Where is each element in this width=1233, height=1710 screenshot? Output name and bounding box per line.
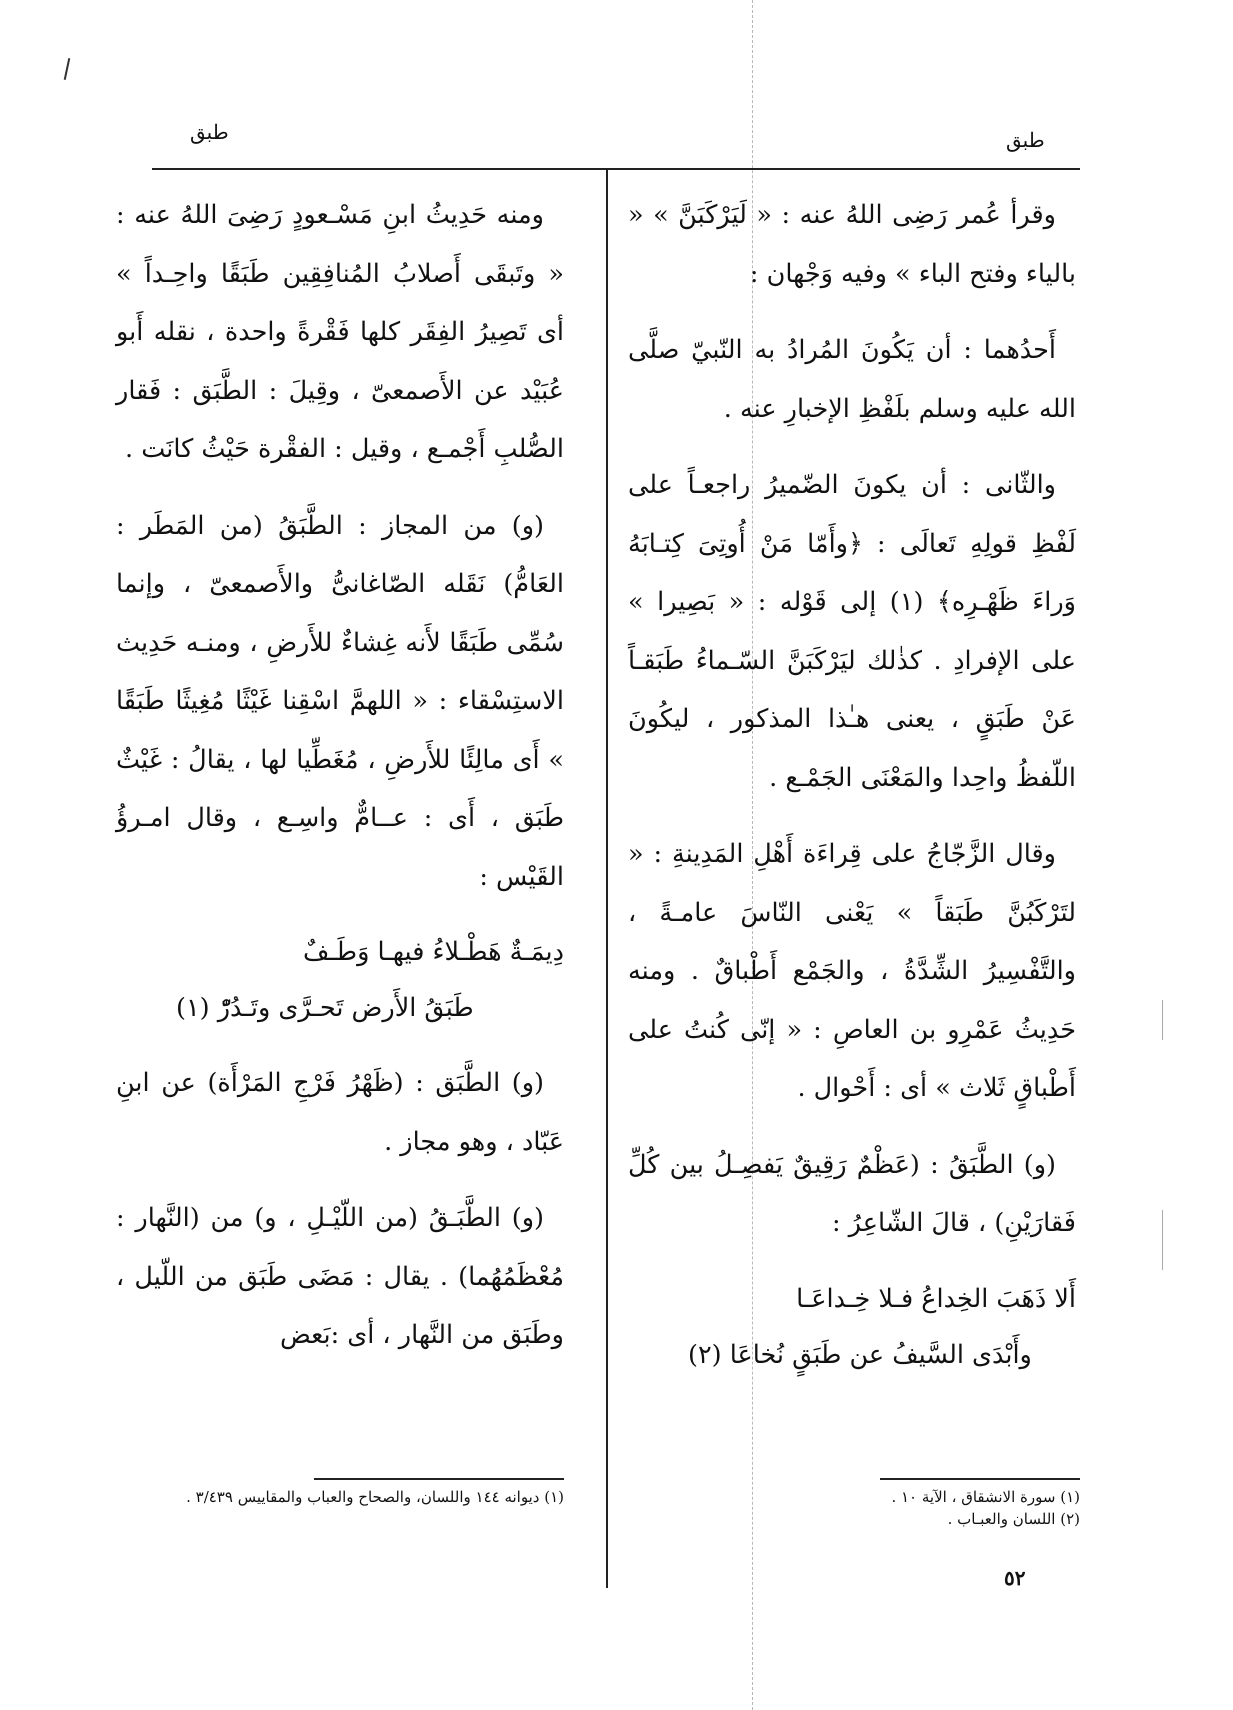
right-column bbox=[628, 186, 1076, 1401]
running-header-left: طبق bbox=[190, 120, 229, 144]
stray-pen-mark bbox=[64, 58, 71, 80]
footnote-rule-right bbox=[880, 1478, 1080, 1480]
footnotes-left bbox=[116, 1486, 564, 1508]
paragraph: وقال الزَّجّاجُ على قِراءَة أَهْلِ المَدِينةِ : « لتَرْكَبُنَّ طَبَقاً » يَعْنى النّاسَ عامـةً ، والتَّفْسِيرُ الشِّدَّةُ ، والجَمْع أَطْباقٌ . ومنه حَدِيثُ عَمْرِو بن العاصِ : « إنّى كُنتُ على أَطْباقٍ ثَلاث » أى : أَحْوال . bbox=[628, 839, 1076, 1103]
footnote: (٢) اللسان والعبـاب . bbox=[947, 1510, 1080, 1528]
scan-edge-mark bbox=[1162, 1000, 1163, 1040]
paragraph: (و) الطَّبَقُ : (عَظْمٌ رَقِيقٌ يَفصِـلُ بين كُلِّ فَقارَيْنِ) ، قالَ الشّاعِرُ : bbox=[628, 1149, 1076, 1238]
verse-hemistich-2: طَبَقُ الأَرض تَحـرَّى وتَـدُرّْ (١) bbox=[176, 993, 474, 1023]
paragraph: وقرأ عُمر رَضِى اللهُ عنه : « لَيَرْكَبَنَّ » « بالياء وفتح الباء » وفيه وَجْهان : bbox=[628, 200, 1076, 289]
paragraph: والثّانى : أن يكونَ الضّميرُ راجعـاً على لَفْظِ قولِهِ تَعالَى : ﴿وأَمّا مَنْ أُوتِىَ كِتـابَهُ وَراءَ ظَهْـرِه﴾ (١) إلى قَوْله : « بَصِيرا » على الإفرادِ . كذٰلك ليَرْكَبَنَّ السّـماءُ طَبَقـاً عَنْ طَبَقٍ ، يعنى هـٰذا المذكور ، ليكُونَ اللّفظُ واحِدا والمَعْنَى الجَمْـع . bbox=[628, 470, 1076, 793]
header-rule bbox=[152, 168, 1080, 170]
paragraph: ومنه حَدِيثُ ابنِ مَسْـعودٍ رَضِىَ اللهُ عنه : « وتَبقَى أَصلابُ المُنافِقِين طَبَقًا واحِـداً » أى تَصِيرُ الفِقَر كلها فَقْرةً واحدة ، نقله أَبو عُبَيْد عن الأَصمعىّ ، وقِيلَ : الطَّبَق : فَقار الصُّلبِ أَجْمـع ، وقيل : الفقْرة حَيْثُ كانَت . bbox=[116, 200, 564, 464]
verse-hemistich-1: دِيمَـةٌ هَطْـلاءُ فيهـا وَطَـفٌ bbox=[302, 937, 564, 967]
paragraph: (و) الطَّبَق : (ظَهْرُ فَرْجِ المَرْأَة) عن ابنِ عَبّاد ، وهو مجاز . bbox=[116, 1068, 564, 1157]
paragraph: (و) من المجاز : الطَّبَقُ (من المَطَر : العَامُّ) نَقَله الصّاغانىُّ والأَصمعىّ ، وإنما سُمِّى طَبَقًا لأَنه غِشاءٌ للأَرضِ ، ومنـه حَدِيث الاستِسْقاء : « اللهمَّ اسْقِنا غَيْثًا مُغِيثًا طَبَقًا » أَى مالِئًا للأَرضِ ، مُغَطِّيا لها ، يقالُ : غَيْثٌ طَبَق ، أَى : عــامٌّ واسِـع ، وقال امـرؤُ القَيْس : bbox=[116, 510, 564, 892]
paragraph: أَحدُهما : أن يَكُونَ المُرادُ به النّبيّ صلَّى الله عليه وسلم بلَفْظِ الإخبارِ عنه . bbox=[628, 335, 1076, 424]
footnote-rule-left bbox=[314, 1478, 564, 1480]
verse-hemistich-1: أَلا ذَهَبَ الخِداعُ فـلا خِـداعَـا bbox=[796, 1283, 1076, 1314]
footnote: (١) ديوانه ١٤٤ واللسان، والصحاح والعباب والمقاييس ٣/٤٣٩ . bbox=[186, 1488, 564, 1506]
left-column bbox=[116, 186, 564, 1383]
poetry-verse bbox=[116, 924, 564, 1036]
column-divider bbox=[606, 170, 608, 1588]
footnotes-right bbox=[880, 1486, 1080, 1530]
footnote: (١) سورة الانشقاق ، الآية ١٠ . bbox=[891, 1488, 1080, 1506]
poetry-verse bbox=[628, 1271, 1076, 1383]
scan-edge-mark bbox=[1162, 1210, 1163, 1270]
page-number: ٥٢ bbox=[1004, 1566, 1026, 1590]
running-header-right: طبق bbox=[1006, 128, 1045, 152]
verse-hemistich-2: وأَبْدَى السَّيفُ عن طَبَقٍ نُخاعَا (٢) bbox=[688, 1339, 1032, 1370]
paragraph: (و) الطَّبَـقُ (من اللّيْـلِ ، و) من (النَّهار : مُعْظَمُهُما) . يقال : مَضَى طَبَق من اللّيل ، وطَبَق من النَّهار ، أى :بَعض bbox=[116, 1203, 564, 1350]
